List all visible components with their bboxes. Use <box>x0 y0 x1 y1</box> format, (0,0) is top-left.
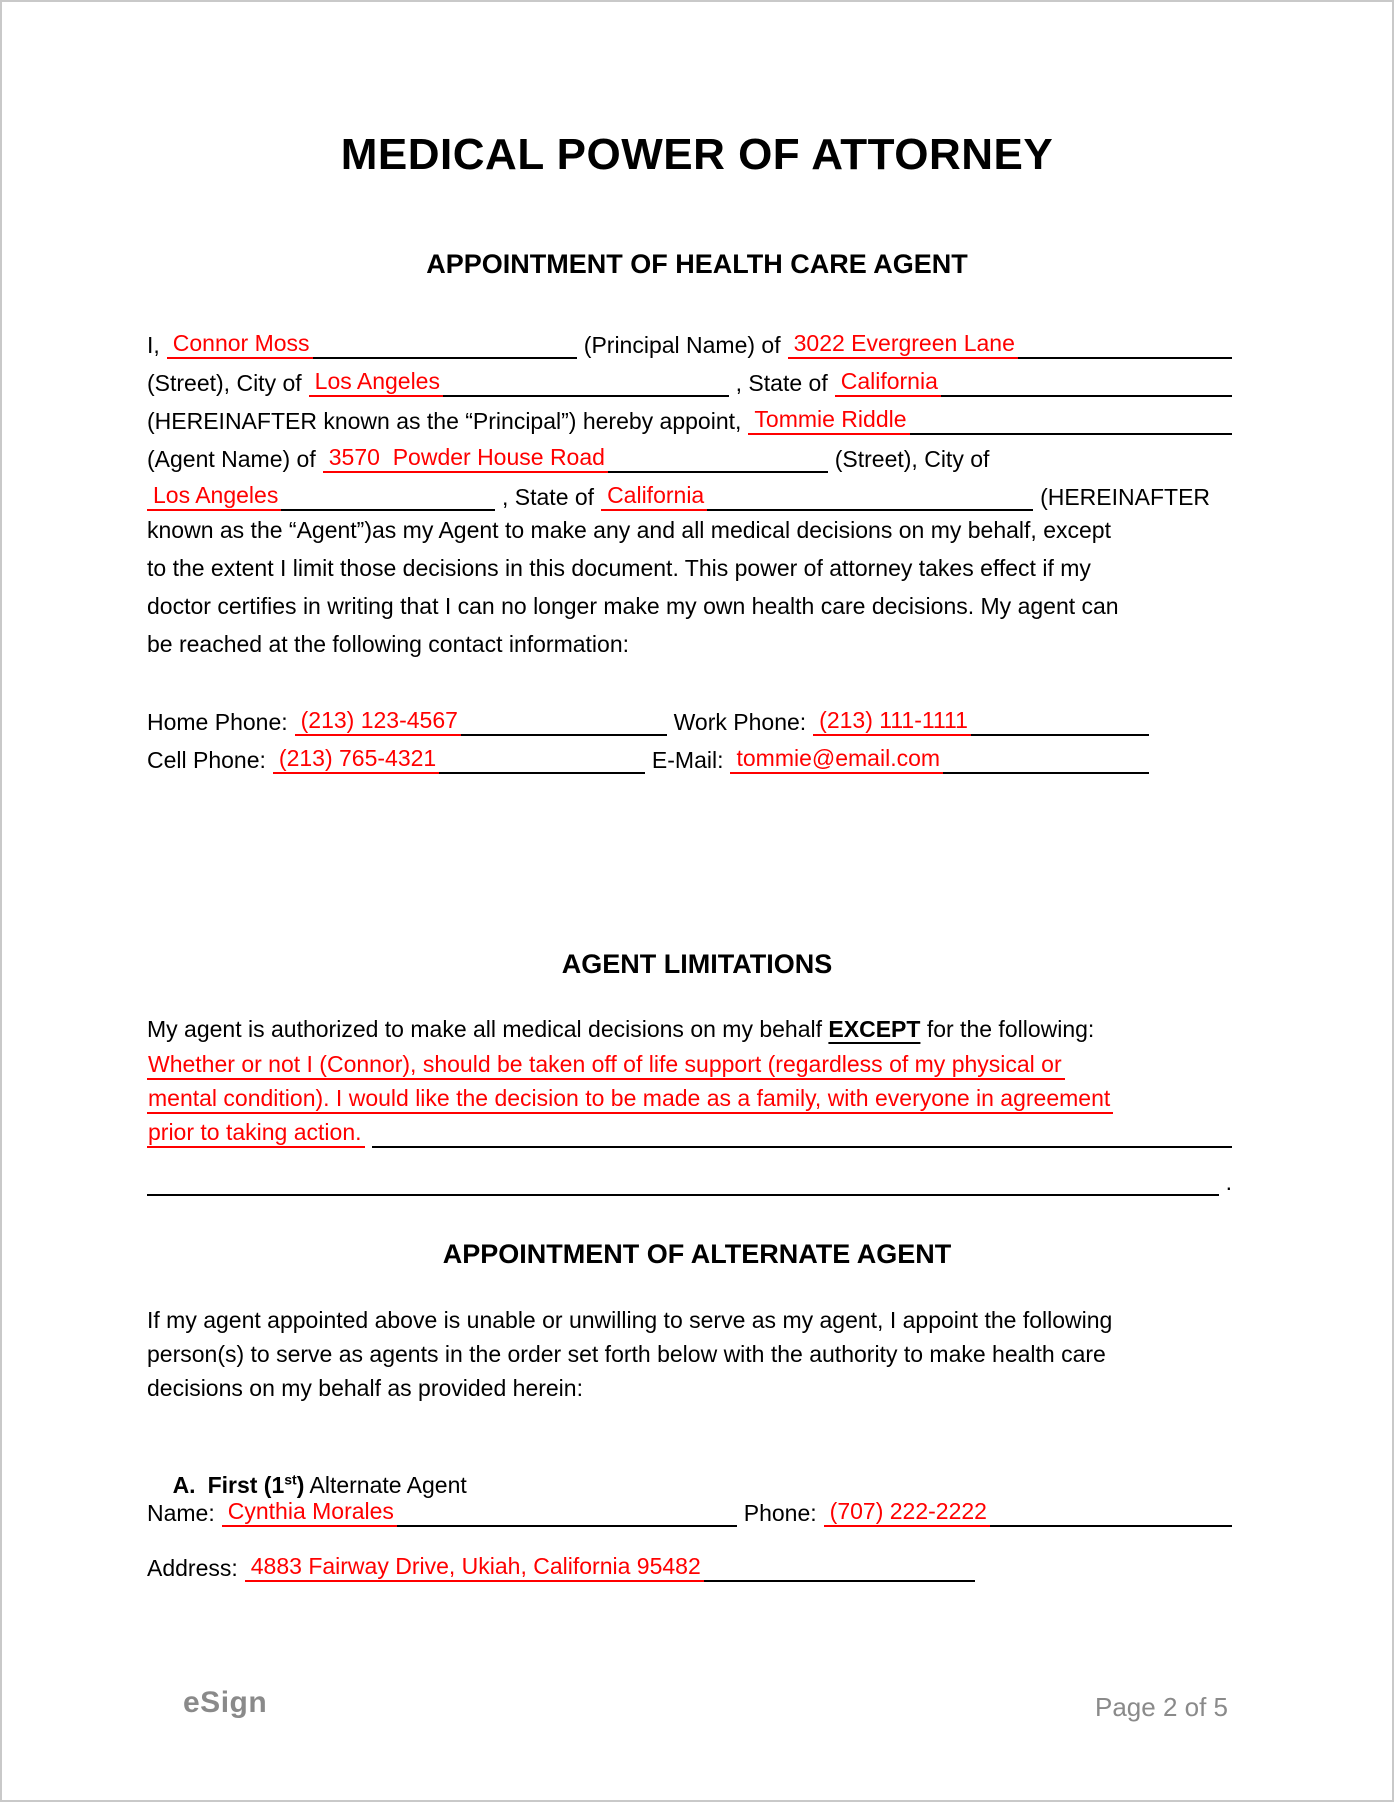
form-line-2 <box>147 359 1232 397</box>
limitations-intro-after: for the following: <box>926 1016 1095 1042</box>
first-agent-address-row <box>147 1546 1232 1582</box>
email-label: E-Mail: <box>651 747 724 773</box>
first-agent-name-field[interactable] <box>222 1497 737 1527</box>
limitation-blank-line-4-row <box>147 1162 1232 1196</box>
first-agent-address-value[interactable]: 4883 Fairway Drive, Ukiah, California 95482 <box>245 1552 704 1582</box>
email-value[interactable]: tommie@email.com <box>730 744 943 774</box>
paragraph-line-6: known as the “Agent”)as my Agent to make any and all medical decisions on my behalf, except <box>147 517 1111 543</box>
work-phone-label: Work Phone: <box>673 709 807 735</box>
section-heading-alternate-agent: APPOINTMENT OF ALTERNATE AGENT <box>442 1239 952 1269</box>
limitation-line-3 <box>147 1114 1232 1148</box>
first-agent-address-label: Address: <box>147 1555 238 1581</box>
document-title: MEDICAL POWER OF ATTORNEY <box>340 130 1054 179</box>
agent-contact-info <box>147 698 1232 774</box>
principal-state-field[interactable] <box>835 367 1232 397</box>
agent-state-field[interactable] <box>601 481 1033 511</box>
page-number: Page 2 of 5 <box>1095 1692 1228 1722</box>
cell-phone-field[interactable] <box>273 744 645 774</box>
principal-street-field[interactable] <box>788 329 1232 359</box>
agent-state-value[interactable]: California <box>601 481 707 511</box>
alternate-agent-paragraph <box>147 1303 1232 1405</box>
esign-logo: eSign <box>183 1686 268 1719</box>
first-agent-phone-label: Phone: <box>743 1500 817 1526</box>
paragraph-line-8: doctor certifies in writing that I can no longer make my own health care decisions. My agent can <box>147 593 1119 619</box>
line5-text-1: , State of <box>502 484 595 510</box>
limitation-text-2[interactable]: mental condition). I would like the decision to be made as a family, with everyone in agreement <box>147 1084 1113 1114</box>
limitation-text-1[interactable]: Whether or not I (Connor), should be taken off of life support (regardless of my physical or <box>147 1050 1065 1080</box>
first-agent-name-value[interactable]: Cynthia Morales <box>222 1497 397 1527</box>
agent-city-value[interactable]: Los Angeles <box>147 481 281 511</box>
home-phone-label: Home Phone: <box>147 709 288 735</box>
home-phone-field[interactable] <box>295 706 667 736</box>
limitations-intro <box>147 1012 1232 1046</box>
address-row <box>147 1546 1232 1582</box>
appointment-paragraph <box>147 321 1232 663</box>
first-agent-phone-field[interactable] <box>824 1497 1232 1527</box>
contact-row-2 <box>147 736 1232 774</box>
home-phone-value[interactable]: (213) 123-4567 <box>295 706 461 736</box>
section-heading-health-care-agent: APPOINTMENT OF HEALTH CARE AGENT <box>426 249 968 279</box>
first-agent-label-bold-pre: First (1 <box>207 1472 285 1498</box>
first-agent-name-row <box>147 1491 1232 1527</box>
line4-text-1: (Agent Name) of <box>147 446 316 472</box>
first-agent-letter: A. <box>172 1472 196 1498</box>
work-phone-value[interactable]: (213) 111-1111 <box>813 706 971 736</box>
form-line-1 <box>147 321 1232 359</box>
first-agent-address-field[interactable] <box>245 1552 975 1582</box>
cell-phone-label: Cell Phone: <box>147 747 266 773</box>
name-phone-row <box>147 1491 1232 1527</box>
alt-paragraph-line-3: decisions on my behalf as provided herein: <box>147 1375 583 1401</box>
first-agent-label-rest: Alternate Agent <box>309 1472 467 1498</box>
line4-text-2: (Street), City of <box>834 446 990 472</box>
line2-text-1: (Street), City of <box>147 370 302 396</box>
agent-street-field[interactable] <box>323 443 828 473</box>
first-agent-name-label: Name: <box>147 1500 215 1526</box>
agent-city-field[interactable] <box>147 481 495 511</box>
limitation-blank-line-3[interactable] <box>372 1118 1232 1148</box>
contact-row-1 <box>147 698 1232 736</box>
first-agent-phone-value[interactable]: (707) 222-2222 <box>824 1497 990 1527</box>
limitations-intro-before: My agent is authorized to make all medical decisions on my behalf <box>147 1016 823 1042</box>
form-line-4 <box>147 435 1232 473</box>
form-line-5 <box>147 473 1232 511</box>
agent-name-value[interactable]: Tommie Riddle <box>748 405 909 435</box>
line5-text-2: (HEREINAFTER <box>1040 484 1211 510</box>
alt-paragraph-line-2: person(s) to serve as agents in the order set forth below with the authority to make health care <box>147 1341 1106 1367</box>
form-line-3 <box>147 397 1232 435</box>
email-field[interactable] <box>730 744 1149 774</box>
limitation-text-3[interactable]: prior to taking action. <box>147 1118 365 1148</box>
agent-street-value[interactable]: 3570 Powder House Road <box>323 443 608 473</box>
principal-city-field[interactable] <box>309 367 729 397</box>
first-agent-ordinal-suffix: st <box>284 1471 297 1488</box>
principal-city-value[interactable]: Los Angeles <box>309 367 443 397</box>
section-heading-agent-limitations: AGENT LIMITATIONS <box>561 949 833 979</box>
line1-text-2: (Principal Name) of <box>583 332 781 358</box>
line2-text-2: , State of <box>735 370 828 396</box>
limitation-line-1 <box>147 1046 1232 1080</box>
limitation-line-2 <box>147 1080 1232 1114</box>
agent-limitations-paragraph <box>147 1012 1232 1196</box>
line3-text-1: (HEREINAFTER known as the “Principal”) hereby appoint, <box>147 408 742 434</box>
limitation-blank-line-4[interactable] <box>147 1166 1219 1196</box>
limitation-trailing-period: . <box>1225 1169 1232 1195</box>
line1-text-1: I, <box>147 332 160 358</box>
principal-street-value[interactable]: 3022 Evergreen Lane <box>788 329 1018 359</box>
limitations-except-emphasis: EXCEPT <box>828 1016 921 1042</box>
alt-paragraph-line-1: If my agent appointed above is unable or unwilling to serve as my agent, I appoint the following <box>147 1307 1113 1333</box>
paragraph-line-9: be reached at the following contact information: <box>147 631 630 657</box>
paragraph-line-7: to the extent I limit those decisions in this document. This power of attorney takes effect if my <box>147 555 1091 581</box>
agent-name-field[interactable] <box>748 405 1232 435</box>
first-agent-label-bold-close: ) <box>296 1472 305 1498</box>
principal-name-value[interactable]: Connor Moss <box>167 329 313 359</box>
principal-name-field[interactable] <box>167 329 577 359</box>
cell-phone-value[interactable]: (213) 765-4321 <box>273 744 439 774</box>
limitation-field-line-3[interactable] <box>147 1118 365 1148</box>
work-phone-field[interactable] <box>813 706 1149 736</box>
principal-state-value[interactable]: California <box>835 367 941 397</box>
